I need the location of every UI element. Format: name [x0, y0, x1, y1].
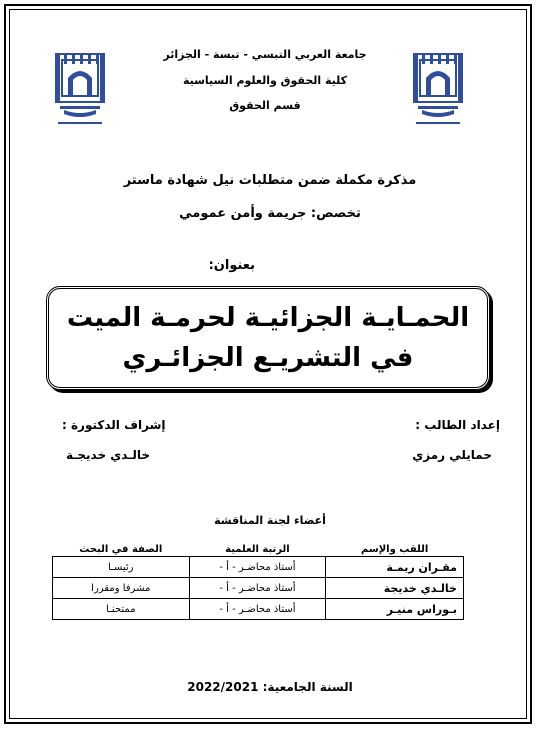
member-name: بـوراس منيـر	[326, 599, 464, 620]
student-label: إعداد الطالب :	[415, 418, 500, 432]
university-name: جامعة العربي التبسي - تبسة - الجزائر	[163, 48, 367, 61]
faculty-name: كلية الحقوق والعلوم السياسية	[182, 74, 348, 87]
supervisor-name: خالـدي خديجـة	[66, 448, 150, 462]
title-box	[46, 286, 490, 390]
department-name: قسم الحقوق	[229, 99, 301, 112]
title-line-1: الحمـايـة الجزائيـة لحرمـة الميت	[66, 303, 470, 333]
member-role: ممتحنـا	[53, 599, 190, 620]
member-role: رئيسـا	[53, 557, 190, 578]
supervisor-label: إشراف الدكتورة :	[62, 418, 166, 432]
member-role: مشرفا ومقررا	[53, 578, 190, 599]
university-logo-icon	[408, 50, 468, 128]
title-line-2: في التشريـع الجزائـري	[122, 343, 414, 373]
column-header: الصفة في البحث	[53, 542, 190, 557]
member-name: مقـران ريمـة	[326, 557, 464, 578]
academic-year: السنة الجامعية: 2022/2021	[187, 680, 353, 694]
column-header: الرتبة العلمية	[189, 542, 326, 557]
member-rank: أستاذ محاضـر - أ -	[189, 599, 326, 620]
member-rank: أستاذ محاضـر - أ -	[189, 557, 326, 578]
table-row	[53, 578, 464, 599]
university-logo-icon	[50, 50, 110, 128]
memo-description: مذكرة مكملة ضمن متطلبات نيل شهادة ماستر	[123, 173, 417, 188]
committee-title: أعضاء لجنة المناقشة	[214, 514, 326, 527]
student-name: حمايلي رمزي	[412, 448, 492, 462]
table-header-row	[53, 542, 464, 557]
member-rank: أستاذ محاضـر - أ -	[189, 578, 326, 599]
member-name: خالـدي خديجة	[326, 578, 464, 599]
table-row	[53, 599, 464, 620]
column-header: اللقب والإسم	[326, 542, 464, 557]
table-row	[53, 557, 464, 578]
committee-table	[52, 542, 464, 620]
subject-label: بعنوان:	[208, 258, 255, 273]
specialization: تخصص: جريمة وأمن عمومي	[179, 206, 361, 221]
